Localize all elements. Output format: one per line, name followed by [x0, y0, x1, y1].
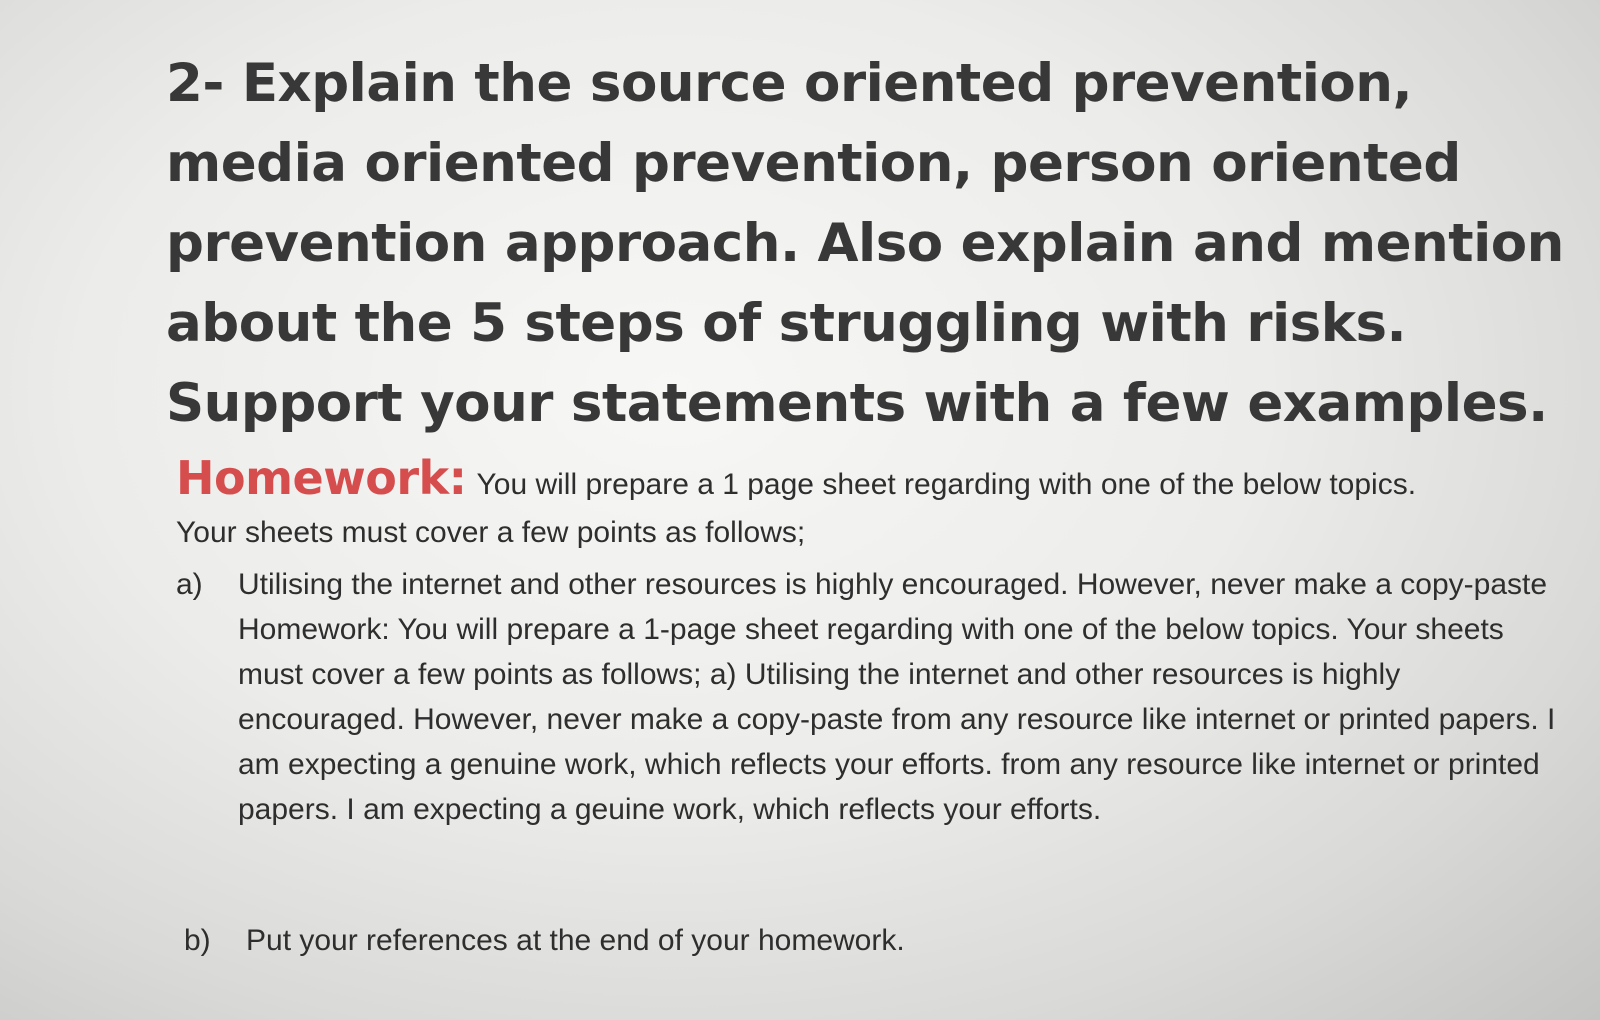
homework-intro-line: [176, 452, 1586, 511]
list-marker-b: b): [184, 924, 211, 957]
list-item-b-text: Put your references at the end of your homework.: [246, 924, 905, 957]
list-item-a: [176, 562, 1556, 832]
homework-requirements-line: Your sheets must cover a few points as follows;: [176, 516, 806, 549]
list-item-b: [184, 918, 1564, 963]
homework-title: Homework:: [176, 451, 467, 505]
list-item-a-text: Utilising the internet and other resources is highly encouraged. However, never make a copy-paste Homework: You will prepare a 1-page sheet regarding with one of the below topics. Your sheets must cover a few points as follows; a) Utilising the internet and other resources is highly encouraged. However, never make a copy-paste from any resource like internet or printed papers. I am expecting a genuine work, which reflects your efforts. from any resource like internet or printed papers. I am expecting a geuine work, which reflects your efforts.: [238, 568, 1556, 826]
question-text: 2- Explain the source oriented prevention, media oriented prevention, person oriented prevention approach. Also explain and mention about the 5 steps of struggling with risks. Support your statements with a few examples.: [166, 53, 1564, 434]
homework-intro: You will prepare a 1 page sheet regarding with one of the below topics.: [476, 468, 1417, 501]
list-marker-a: a): [176, 568, 203, 601]
